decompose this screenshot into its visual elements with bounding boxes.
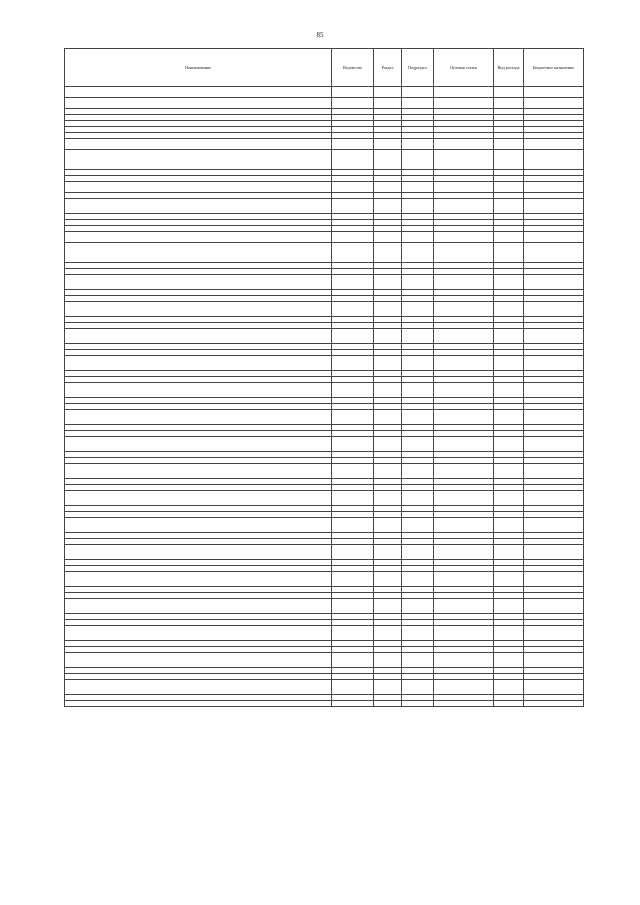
cell-section <box>374 545 402 560</box>
cell-ministry <box>332 545 374 560</box>
cell-ministry <box>332 599 374 614</box>
cell-amount <box>524 232 584 243</box>
cell-name <box>65 275 332 290</box>
cell-expense-type <box>494 572 524 587</box>
cell-amount <box>524 491 584 506</box>
cell-subsection <box>402 491 434 506</box>
cell-target <box>434 329 494 344</box>
budget-table-container <box>64 48 583 707</box>
cell-subsection <box>402 356 434 371</box>
cell-name <box>65 243 332 263</box>
cell-name <box>65 437 332 452</box>
cell-expense-type <box>494 356 524 371</box>
cell-target <box>434 545 494 560</box>
cell-section <box>374 410 402 425</box>
cell-expense-type <box>494 680 524 695</box>
cell-expense-type <box>494 199 524 214</box>
table-header <box>65 49 584 87</box>
table-row <box>65 98 584 109</box>
cell-section <box>374 329 402 344</box>
cell-target <box>434 599 494 614</box>
cell-subsection <box>402 199 434 214</box>
cell-section <box>374 599 402 614</box>
cell-name <box>65 150 332 170</box>
cell-expense-type <box>494 232 524 243</box>
cell-target <box>434 302 494 317</box>
cell-subsection <box>402 383 434 398</box>
table-row <box>65 464 584 479</box>
cell-subsection <box>402 653 434 668</box>
cell-section <box>374 150 402 170</box>
cell-target <box>434 653 494 668</box>
cell-ministry <box>332 572 374 587</box>
cell-target <box>434 491 494 506</box>
cell-target <box>434 383 494 398</box>
cell-target <box>434 518 494 533</box>
cell-ministry <box>332 182 374 193</box>
table-row <box>65 626 584 641</box>
table-row <box>65 701 584 707</box>
table-row <box>65 599 584 614</box>
cell-subsection <box>402 410 434 425</box>
cell-ministry <box>332 701 374 707</box>
cell-section <box>374 437 402 452</box>
table-row <box>65 437 584 452</box>
cell-name <box>65 182 332 193</box>
cell-target <box>434 680 494 695</box>
cell-expense-type <box>494 464 524 479</box>
cell-subsection <box>402 680 434 695</box>
cell-target <box>434 701 494 707</box>
table-body <box>65 87 584 707</box>
cell-ministry <box>332 653 374 668</box>
col-header-section: Раздел <box>374 49 402 87</box>
table-row <box>65 275 584 290</box>
cell-target <box>434 243 494 263</box>
cell-ministry <box>332 626 374 641</box>
cell-name <box>65 653 332 668</box>
cell-ministry <box>332 437 374 452</box>
cell-amount <box>524 139 584 150</box>
cell-expense-type <box>494 87 524 98</box>
table-row <box>65 518 584 533</box>
cell-target <box>434 150 494 170</box>
cell-expense-type <box>494 491 524 506</box>
cell-name <box>65 464 332 479</box>
cell-name <box>65 383 332 398</box>
cell-section <box>374 139 402 150</box>
cell-target <box>434 437 494 452</box>
cell-section <box>374 383 402 398</box>
cell-expense-type <box>494 275 524 290</box>
table-row <box>65 139 584 150</box>
cell-ministry <box>332 680 374 695</box>
cell-section <box>374 243 402 263</box>
table-row <box>65 329 584 344</box>
cell-ministry <box>332 243 374 263</box>
page-number: 85 <box>316 31 324 39</box>
col-header-amount: Бюджетное назначение <box>524 49 584 87</box>
cell-subsection <box>402 572 434 587</box>
cell-name <box>65 518 332 533</box>
table-row <box>65 572 584 587</box>
cell-expense-type <box>494 329 524 344</box>
table-row <box>65 383 584 398</box>
cell-ministry <box>332 139 374 150</box>
table-row <box>65 182 584 193</box>
cell-section <box>374 232 402 243</box>
cell-amount <box>524 599 584 614</box>
cell-target <box>434 464 494 479</box>
table-row <box>65 491 584 506</box>
cell-target <box>434 572 494 587</box>
cell-amount <box>524 518 584 533</box>
col-header-target: Целевая статья <box>434 49 494 87</box>
budget-table <box>64 48 584 707</box>
table-row <box>65 199 584 214</box>
cell-target <box>434 87 494 98</box>
table-row <box>65 232 584 243</box>
cell-section <box>374 199 402 214</box>
cell-amount <box>524 150 584 170</box>
cell-expense-type <box>494 98 524 109</box>
cell-amount <box>524 653 584 668</box>
cell-target <box>434 626 494 641</box>
cell-amount <box>524 701 584 707</box>
cell-section <box>374 87 402 98</box>
table-row <box>65 150 584 170</box>
col-header-name: Наименование <box>65 49 332 87</box>
table-row <box>65 356 584 371</box>
cell-name <box>65 199 332 214</box>
cell-expense-type <box>494 410 524 425</box>
cell-ministry <box>332 275 374 290</box>
cell-name <box>65 491 332 506</box>
col-header-ministry: Ведомство <box>332 49 374 87</box>
cell-ministry <box>332 410 374 425</box>
cell-target <box>434 199 494 214</box>
cell-amount <box>524 87 584 98</box>
cell-amount <box>524 464 584 479</box>
cell-section <box>374 626 402 641</box>
cell-section <box>374 182 402 193</box>
cell-subsection <box>402 437 434 452</box>
cell-name <box>65 680 332 695</box>
cell-ministry <box>332 356 374 371</box>
cell-ministry <box>332 199 374 214</box>
cell-expense-type <box>494 182 524 193</box>
cell-section <box>374 572 402 587</box>
cell-ministry <box>332 464 374 479</box>
cell-ministry <box>332 98 374 109</box>
cell-ministry <box>332 302 374 317</box>
col-header-subsection: Подраздел <box>402 49 434 87</box>
cell-amount <box>524 356 584 371</box>
cell-subsection <box>402 464 434 479</box>
cell-target <box>434 410 494 425</box>
cell-target <box>434 139 494 150</box>
cell-expense-type <box>494 545 524 560</box>
cell-amount <box>524 98 584 109</box>
cell-section <box>374 680 402 695</box>
cell-name <box>65 232 332 243</box>
cell-ministry <box>332 87 374 98</box>
cell-expense-type <box>494 653 524 668</box>
table-row <box>65 653 584 668</box>
cell-expense-type <box>494 626 524 641</box>
cell-amount <box>524 199 584 214</box>
cell-subsection <box>402 150 434 170</box>
cell-amount <box>524 243 584 263</box>
table-row <box>65 302 584 317</box>
cell-amount <box>524 383 584 398</box>
cell-name <box>65 98 332 109</box>
cell-expense-type <box>494 701 524 707</box>
cell-section <box>374 356 402 371</box>
table-row <box>65 410 584 425</box>
cell-section <box>374 701 402 707</box>
cell-name <box>65 410 332 425</box>
cell-subsection <box>402 182 434 193</box>
cell-expense-type <box>494 139 524 150</box>
cell-name <box>65 139 332 150</box>
cell-amount <box>524 572 584 587</box>
cell-subsection <box>402 275 434 290</box>
cell-section <box>374 275 402 290</box>
cell-expense-type <box>494 302 524 317</box>
cell-ministry <box>332 383 374 398</box>
cell-subsection <box>402 302 434 317</box>
table-row <box>65 545 584 560</box>
cell-section <box>374 491 402 506</box>
cell-amount <box>524 275 584 290</box>
cell-subsection <box>402 232 434 243</box>
cell-name <box>65 599 332 614</box>
cell-subsection <box>402 626 434 641</box>
cell-subsection <box>402 87 434 98</box>
cell-subsection <box>402 545 434 560</box>
cell-ministry <box>332 329 374 344</box>
cell-subsection <box>402 98 434 109</box>
cell-target <box>434 275 494 290</box>
col-header-expense-type: Вид расхода <box>494 49 524 87</box>
cell-expense-type <box>494 599 524 614</box>
cell-amount <box>524 410 584 425</box>
cell-expense-type <box>494 383 524 398</box>
cell-name <box>65 545 332 560</box>
cell-expense-type <box>494 150 524 170</box>
cell-name <box>65 572 332 587</box>
cell-amount <box>524 680 584 695</box>
cell-target <box>434 182 494 193</box>
cell-name <box>65 356 332 371</box>
cell-expense-type <box>494 243 524 263</box>
cell-ministry <box>332 518 374 533</box>
cell-section <box>374 464 402 479</box>
cell-subsection <box>402 518 434 533</box>
cell-target <box>434 356 494 371</box>
cell-name <box>65 87 332 98</box>
cell-ministry <box>332 232 374 243</box>
cell-amount <box>524 182 584 193</box>
cell-name <box>65 329 332 344</box>
cell-section <box>374 518 402 533</box>
cell-expense-type <box>494 437 524 452</box>
cell-amount <box>524 329 584 344</box>
table-row <box>65 87 584 98</box>
cell-name <box>65 302 332 317</box>
cell-name <box>65 701 332 707</box>
cell-ministry <box>332 491 374 506</box>
cell-amount <box>524 302 584 317</box>
cell-name <box>65 626 332 641</box>
cell-subsection <box>402 599 434 614</box>
cell-section <box>374 302 402 317</box>
cell-target <box>434 232 494 243</box>
cell-section <box>374 98 402 109</box>
cell-amount <box>524 626 584 641</box>
cell-target <box>434 98 494 109</box>
table-row <box>65 680 584 695</box>
cell-subsection <box>402 701 434 707</box>
cell-subsection <box>402 329 434 344</box>
cell-subsection <box>402 243 434 263</box>
table-row <box>65 243 584 263</box>
cell-amount <box>524 437 584 452</box>
cell-ministry <box>332 150 374 170</box>
cell-amount <box>524 545 584 560</box>
cell-section <box>374 653 402 668</box>
cell-expense-type <box>494 518 524 533</box>
cell-subsection <box>402 139 434 150</box>
